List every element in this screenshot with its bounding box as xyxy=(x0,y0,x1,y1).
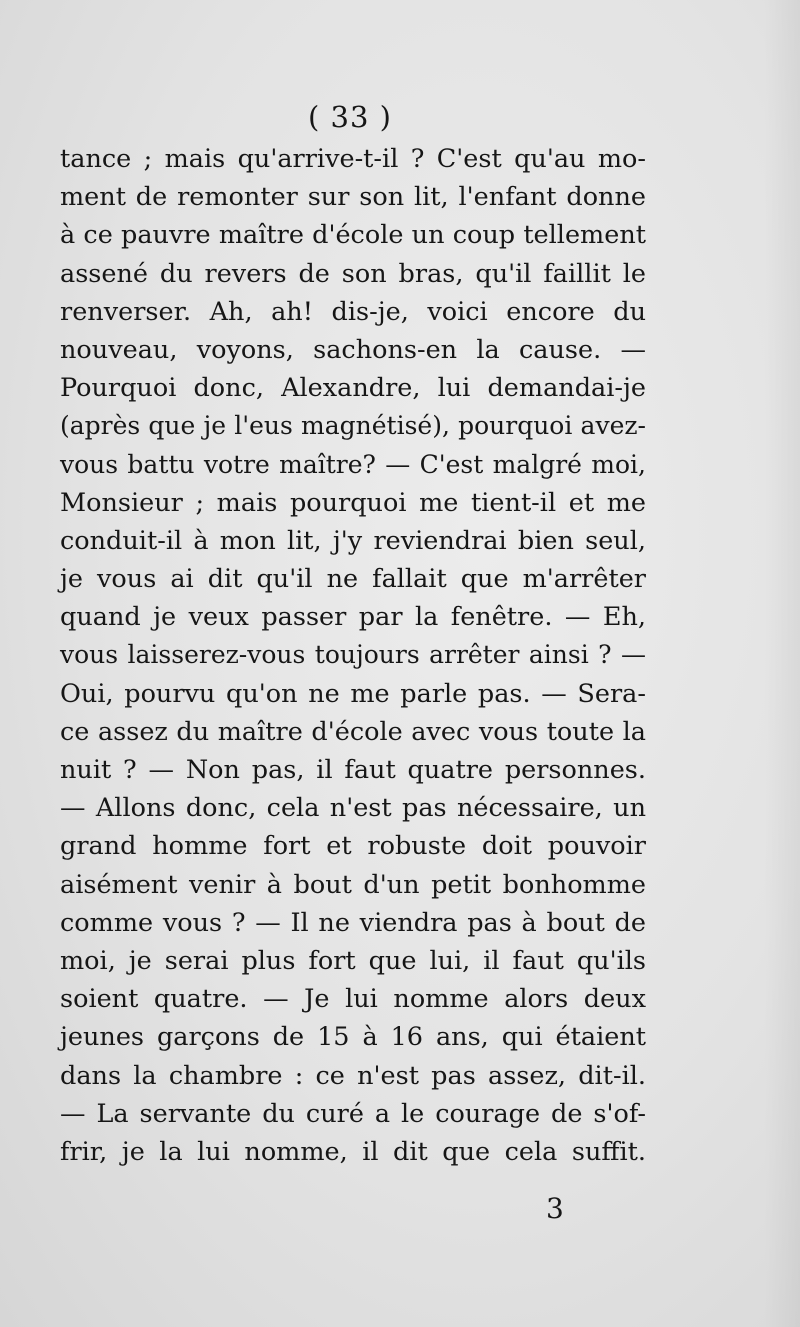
text-line: Pourquoi donc, Alexandre, lui demandai-je xyxy=(60,373,646,404)
text-line: moi, je serai plus fort que lui, il faut qu'ils xyxy=(60,945,646,976)
text-line: vous battu votre maître? — C'est malgré moi, xyxy=(60,449,646,479)
text-line: ce assez du maître d'école avec vous toute la xyxy=(60,716,646,747)
text-line: comme vous ? — Il ne viendra pas à bout de xyxy=(60,907,646,938)
text-line: conduit-il à mon lit, j'y reviendrai bien seul, xyxy=(60,525,646,556)
text-line: nuit ? — Non pas, il faut quatre personnes. xyxy=(60,755,646,785)
text-line: Oui, pourvu qu'on ne me parle pas. — Sera- xyxy=(60,678,646,709)
text-line: quand je veux passer par la fenêtre. — Eh, xyxy=(60,602,646,633)
text-line: aisément venir à bout d'un petit bonhomme xyxy=(60,869,646,900)
text-line: (après que je l'eus magnétisé), pourquoi avez- xyxy=(60,411,646,441)
page-edge-shading xyxy=(764,0,800,1327)
page-number: ( 33 ) xyxy=(308,100,392,134)
text-line: dans la chambre : ce n'est pas assez, dit-il. xyxy=(60,1060,646,1091)
text-line: — Allons donc, cela n'est pas nécessaire, un xyxy=(60,793,646,824)
text-line: soient quatre. — Je lui nomme alors deux xyxy=(60,984,646,1015)
text-line: — La servante du curé a le courage de s'of- xyxy=(60,1098,646,1129)
text-line: grand homme fort et robuste doit pouvoir xyxy=(60,831,646,862)
text-line: vous laisserez-vous toujours arrêter ainsi ? — xyxy=(60,640,646,670)
signature-mark: 3 xyxy=(546,1192,564,1225)
text-line: à ce pauvre maître d'école un coup tellement xyxy=(60,220,646,251)
text-line: tance ; mais qu'arrive-t-il ? C'est qu'au mo- xyxy=(60,144,646,174)
text-line: renverser. Ah, ah! dis-je, voici encore du xyxy=(60,296,646,327)
text-line: assené du revers de son bras, qu'il faillit le xyxy=(60,258,646,289)
text-line: Monsieur ; mais pourquoi me tient-il et me xyxy=(60,487,646,518)
text-line: nouveau, voyons, sachons-en la cause. — xyxy=(60,334,646,365)
text-line: ment de remonter sur son lit, l'enfant donne xyxy=(60,182,646,213)
text-line: frir, je la lui nomme, il dit que cela suffit. xyxy=(60,1136,646,1167)
text-line: jeunes garçons de 15 à 16 ans, qui étaient xyxy=(60,1022,646,1053)
text-line: je vous ai dit qu'il ne fallait que m'arrêter xyxy=(60,564,646,595)
body-text xyxy=(60,140,646,1171)
